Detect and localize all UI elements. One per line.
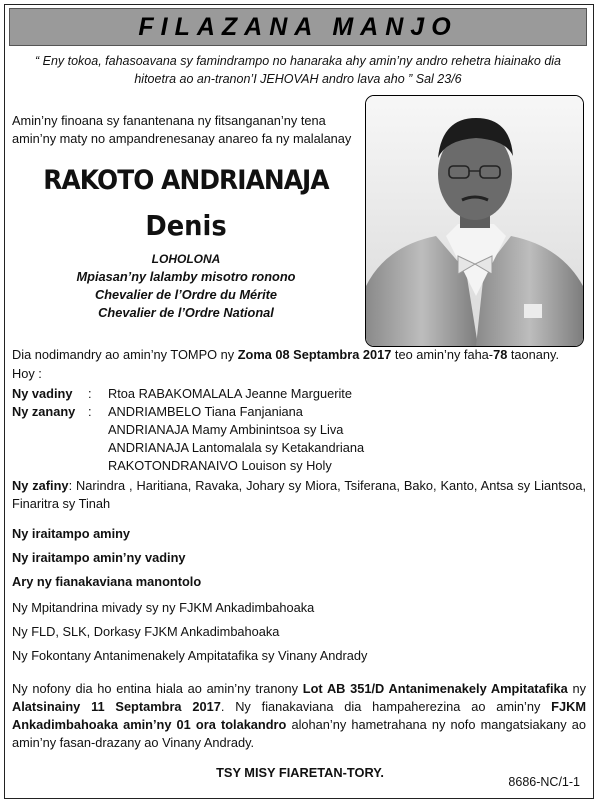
deceased-surname: RAKOTO ANDRIANAJA [43,165,329,196]
quote-line-1: “ Eny tokoa, fahasoavana sy famindrampo no hanaraka ahy amin’ny andro rehetra hiainako dia [34,54,561,68]
children-label: Ny zanany [12,404,76,419]
deceased-given-name: Denis [145,209,227,242]
relative-line: Ary ny fianakaviana manontolo [12,574,202,589]
wife-row [12,385,586,403]
deceased-titles [12,250,360,322]
wife-name: Rtoa RABAKOMALALA Jeanne Marguerite [108,386,352,401]
bible-quote [10,52,586,88]
funeral-text: ny [567,681,586,696]
family-section [12,365,586,513]
notice-reference: 8686-NC/1-1 [508,775,580,789]
death-text: teo amin’ny faha- [391,347,494,362]
notice-header [9,8,587,46]
relative-line: Ny iraitampo aminy [12,526,131,541]
colon: : [88,404,92,419]
funeral-date: Alatsinainy 11 Septambra 2017 [12,699,221,714]
death-text: taonany. [507,347,560,362]
grandchildren-label: Ny zafiny [12,478,69,493]
intro-line-2: amin’ny maty no ampandrenesanay anareo fa ny malalanay [12,131,352,146]
death-date: Zoma 08 Septambra 2017 [237,347,392,362]
death-announcement [12,346,586,364]
deceased-portrait [365,95,584,347]
death-age: 78 [493,347,508,362]
intro-line-1: Amin’ny finoana sy fanantenana ny fitsanganan’ny tena [12,113,326,128]
title-line: LOHOLONA [151,252,221,266]
portrait-illustration [366,96,583,346]
title-line: Chevalier de l’Ordre du Mérite [94,287,278,302]
relative-line: Ny iraitampo amin’ny vadiny [12,550,186,565]
grandchildren-names: : Narindra , Haritiana, Ravaka, Johary sy Miora, Tsiferana, Bako, Kanto, Antsa sy Liantsoa, Finaritra sy Tinah [12,478,586,511]
funeral-text: Ny nofony dia ho entina hiala ao amin’ny tranony [12,681,303,696]
child-entry: ANDRIAMBELO Tiana Fanjaniana [108,404,303,419]
grandchildren-row [12,477,586,513]
child-entry: ANDRIANAJA Mamy Ambinintsoa sy Liva [108,422,344,437]
intro-text [12,112,362,148]
child-entry: ANDRIANAJA Lantomalala sy Ketakandriana [108,440,365,455]
organization-line: Ny Mpitandrina mivady sy ny FJKM Ankadimbahoaka [12,600,315,615]
hoy-label: Hoy : [12,366,42,381]
colon: : [88,386,92,401]
title-line: Chevalier de l’Ordre National [98,305,274,320]
child-entry: RAKOTONDRANAIVO Louison sy Holy [108,458,332,473]
organization-line: Ny Fokontany Antanimenakely Ampitatafika sy Vinany Andrady [12,648,368,663]
organization-line: Ny FLD, SLK, Dorkasy FJKM Ankadimbahoaka [12,624,280,639]
children-row [12,403,586,475]
funeral-address: Lot AB 351/D Antanimenakely Ampitatafika [302,681,568,696]
funeral-details [12,680,586,752]
title-line: Mpiasan’ny lalamby misotro ronono [76,269,296,284]
wife-label: Ny vadiny [12,386,73,401]
children-list [102,403,364,475]
funeral-church: FJKM Ankadimbahoaka amin’ny 01 ora tolakandro [12,699,586,732]
funeral-text: alohan’ny hametrahana ny nofo mangatsiakany ao amin’ny fasan-drazany ao Vinany Andrady. [12,717,586,750]
death-text: Dia nodimandry ao amin’ny TOMPO ny [12,347,238,362]
quote-line-2: hitoetra ao an-tranon’I JEHOVAH andro lava aho ” Sal 23/6 [134,72,462,86]
notice-title: FILAZANA MANJO [138,12,458,41]
funeral-text: . Ny fianakaviana dia hampaherezina ao amin’ny [220,699,552,714]
no-wake-note: TSY MISY FIARETAN-TORY. [216,765,384,780]
